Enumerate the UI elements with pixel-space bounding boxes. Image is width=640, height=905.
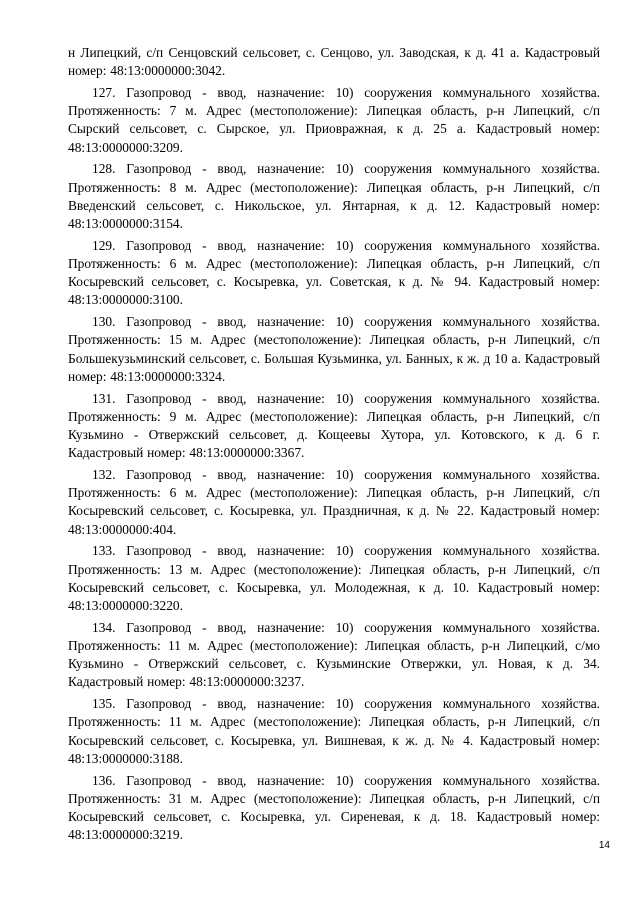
item-list [68,84,600,844]
list-item [68,84,600,157]
list-item-text: 131. Газопровод - ввод, назначение: 10) сооружения коммунального хозяйства. Протяженность: 9 м. Адрес (местоположение): Липецкая область, р-н Липецкий, с/п Кузьмино - Отвержский сельсовет, д. Кощеевы Хутора, ул. Котовского, к д. 6 г. Кадастровый номер: 48:13:0000000:3367. [68,390,600,461]
list-item [68,390,600,463]
list-item-text: 134. Газопровод - ввод, назначение: 10) сооружения коммунального хозяйства. Протяженность: 11 м. Адрес (местоположение): Липецкая область, р-н Липецкий, с/мо Кузьмино - Отвержский сельсовет, с. Кузьминские Отвержки, ул. Новая, к д. 34. Кадастровый номер: 48:13:0000000:3237. [68,619,600,690]
list-item-text: 136. Газопровод - ввод, назначение: 10) сооружения коммунального хозяйства. Протяженность: 31 м. Адрес (местоположение): Липецкая область, р-н Липецкий, с/п Косыревский сельсовет, с. Косыревка, ул. Сиреневая, к д. 18. Кадастровый номер: 48:13:0000000:3219. [68,772,600,843]
list-item [68,695,600,768]
page-number: 14 [598,840,610,851]
list-item-text: 130. Газопровод - ввод, назначение: 10) сооружения коммунального хозяйства. Протяженность: 15 м. Адрес (местоположение): Липецкая область, р-н Липецкий, с/п Большекузьминский сельсовет, с. Большая Кузьминка, ул. Банных, к ж. д 10 а. Кадастровый номер: 48:13:0000000:3324. [68,314,600,384]
list-item-text: 129. Газопровод - ввод, назначение: 10) сооружения коммунального хозяйства. Протяженность: 6 м. Адрес (местоположение): Липецкая область, р-н Липецкий, с/п Косыревский сельсовет, с. Косыревка, ул. Советская, к д. № 94. Кадастровый номер: 48:13:0000000:3100. [68,237,600,308]
list-item [68,160,600,233]
document-body [68,44,600,844]
list-item-text: 133. Газопровод - ввод, назначение: 10) сооружения коммунального хозяйства. Протяженность: 13 м. Адрес (местоположение): Липецкая область, р-н Липецкий, с/п Косыревский сельсовет, с. Косыревка, ул. Молодежная, к д. 10. Кадастровый номер: 48:13:0000000:3220. [68,543,600,614]
list-item [68,772,600,845]
list-item-text: 135. Газопровод - ввод, назначение: 10) сооружения коммунального хозяйства. Протяженность: 11 м. Адрес (местоположение): Липецкая область, р-н Липецкий, с/п Косыревский сельсовет, с. Косыревка, ул. Вишневая, к ж. д. № 4. Кадастровый номер: 48:13:0000000:3188. [68,696,600,766]
list-item [68,313,600,386]
list-item [68,542,600,615]
list-item-text: 132. Газопровод - ввод, назначение: 10) сооружения коммунального хозяйства. Протяженность: 6 м. Адрес (местоположение): Липецкая область, р-н Липецкий, с/п Косыревский сельсовет, с. Косыревка, ул. Праздничная, к д. № 22. Кадастровый номер: 48:13:0000000:404. [68,467,600,537]
list-item-text: 127. Газопровод - ввод, назначение: 10) сооружения коммунального хозяйства. Протяженность: 7 м. Адрес (местоположение): Липецкая область, р-н Липецкий, с/п Сырский сельсовет, с. Сырское, ул. Приовражная, к д. 25 а. Кадастровый номер: 48:13:0000000:3209. [68,85,600,155]
list-item-text: 128. Газопровод - ввод, назначение: 10) сооружения коммунального хозяйства. Протяженность: 8 м. Адрес (местоположение): Липецкая область, р-н Липецкий, с/п Введенский сельсовет, с. Никольское, ул. Янтарная, к д. 12. Кадастровый номер: 48:13:0000000:3154. [68,161,600,232]
list-item [68,237,600,310]
paragraph-continuation: н Липецкий, с/п Сенцовский сельсовет, с. Сенцово, ул. Заводская, к д. 41 а. Кадастровый номер: 48:13:0000000:3042. [68,45,600,79]
list-item [68,466,600,539]
list-item [68,619,600,692]
